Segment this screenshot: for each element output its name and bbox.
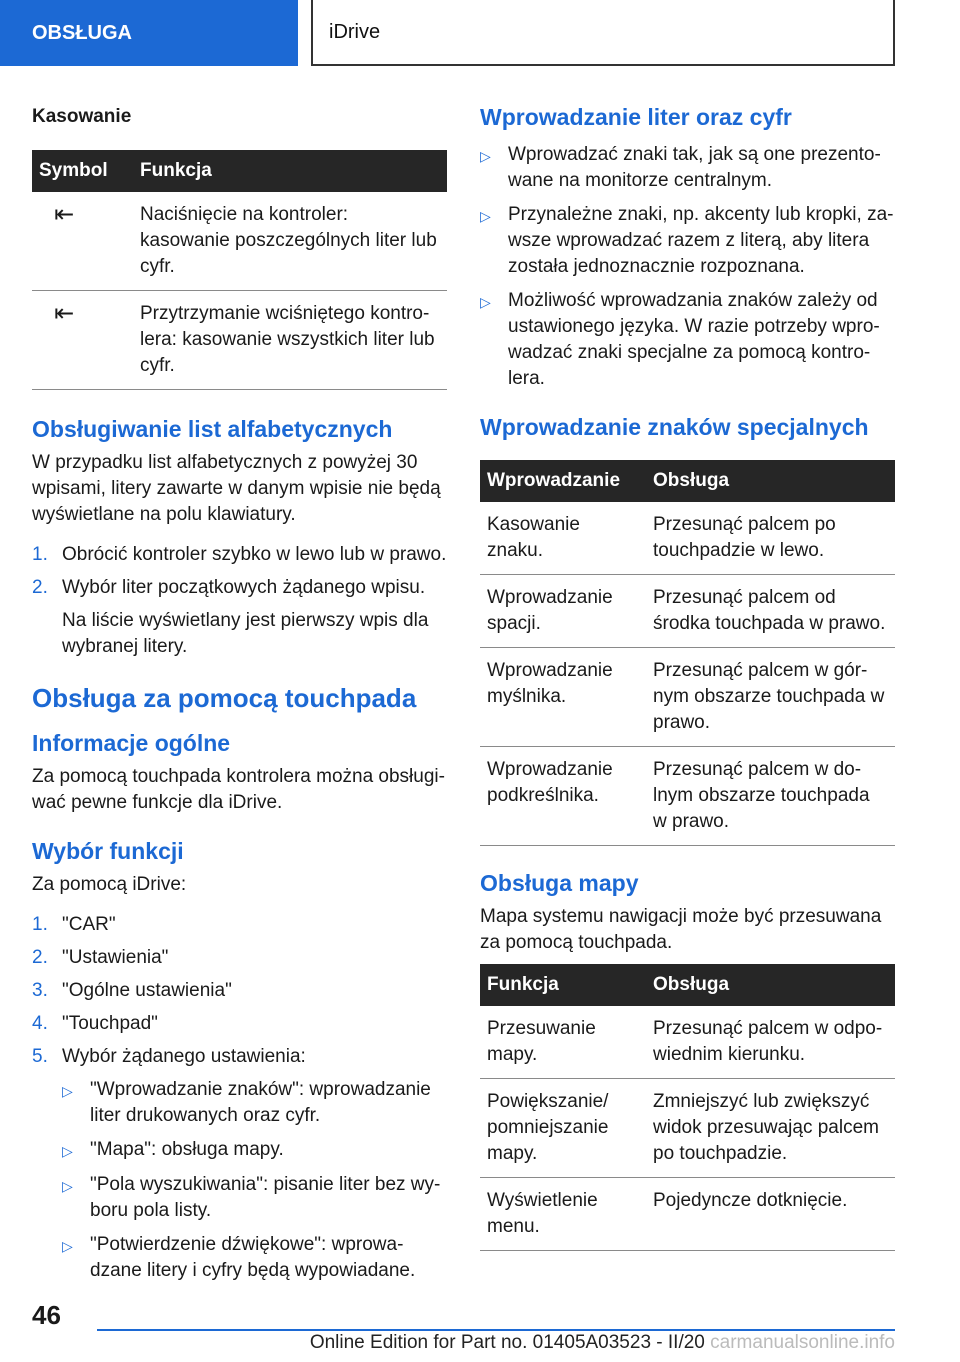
table-header-row xyxy=(480,460,895,502)
table-row xyxy=(32,192,447,291)
step-text: "Ustawienia" xyxy=(62,947,169,968)
kasowanie-label: Kasowanie xyxy=(32,106,132,127)
step-text: Wybór liter początkowych żądanego wpisu. xyxy=(62,577,426,598)
section-title: OBSŁUGA xyxy=(32,21,132,44)
triangle-bullet-icon: ▷ xyxy=(62,1143,73,1159)
table-cell: Przesuwanie mapy. xyxy=(480,1006,646,1079)
step-text: Obrócić kontroler szybko w lewo lub w prawo. xyxy=(62,544,447,565)
general-info-text: Za pomocą touchpada kontrolera można obsługiwać pewne funkcje dla iDrive. xyxy=(32,766,445,813)
table-cell: Kasowanie znaku. xyxy=(480,502,646,575)
map-table xyxy=(480,964,895,1251)
table-header-row xyxy=(32,150,447,192)
table-cell: Przesunąć palcem w odpowiednim kierunku. xyxy=(646,1006,895,1079)
list-item xyxy=(62,1232,447,1284)
input-heading: Wprowadzanie liter oraz cyfr xyxy=(480,104,792,130)
map-text: Mapa systemu nawigacji może być przesuwana za pomocą touchpada. xyxy=(480,906,882,953)
select-function-text: Za pomocą iDrive: xyxy=(32,874,187,895)
table-cell: Wyświetlenie menu. xyxy=(480,1178,646,1251)
table-header: Wprowadzanie xyxy=(480,460,646,502)
step-text: Wybór żądanego ustawienia: xyxy=(62,1046,306,1067)
table-row xyxy=(480,747,895,846)
table-cell: Wprowadzanie spacji. xyxy=(480,575,646,648)
backspace-icon: ⇤ xyxy=(32,192,133,291)
step-number: 5. xyxy=(32,1046,48,1067)
table-header-row xyxy=(480,964,895,1006)
table-cell: Przesunąć palcem w dolnym obszarze touchpada w prawo. xyxy=(646,747,895,846)
table-header: Funkcja xyxy=(133,150,447,192)
table-row xyxy=(480,1079,895,1178)
list-item xyxy=(32,1044,447,1070)
footer-divider xyxy=(97,1329,895,1331)
bullet-text: "Mapa": obsługa mapy. xyxy=(90,1139,284,1160)
alpha-steps xyxy=(32,542,447,601)
step-number: 1. xyxy=(32,544,48,565)
select-steps xyxy=(32,912,447,1070)
triangle-bullet-icon: ▷ xyxy=(480,294,491,310)
alpha-lists-text: W przypadku list alfabetycznych z powyżej 30 wpisami, litery zawarte w danym wpisie nie będą wyświetlane na polu klawiatury. xyxy=(32,452,441,525)
triangle-bullet-icon: ▷ xyxy=(62,1083,73,1099)
section-tab xyxy=(0,0,298,66)
chapter-title: iDrive xyxy=(329,20,381,43)
table-cell: Powiększanie/ pomniejszanie mapy. xyxy=(480,1079,646,1178)
table-row xyxy=(480,502,895,575)
table-row xyxy=(480,575,895,648)
watermark-text: carmanualsonline.info xyxy=(710,1332,895,1353)
table-cell: Zmniejszyć lub zwiększyć widok przesuwając palcem po touchpadzie. xyxy=(646,1079,895,1178)
left-column xyxy=(32,96,447,1292)
list-item xyxy=(32,912,447,938)
table-header: Obsługa xyxy=(646,964,895,1006)
map-heading: Obsługa mapy xyxy=(480,870,639,896)
step-text: "CAR" xyxy=(62,914,116,935)
table-cell: Przesunąć palcem od środka touchpada w prawo. xyxy=(646,575,895,648)
table-row xyxy=(480,1178,895,1251)
select-function-heading: Wybór funkcji xyxy=(32,838,184,864)
page-number: 46 xyxy=(32,1300,61,1330)
table-header: Obsługa xyxy=(646,460,895,502)
triangle-bullet-icon: ▷ xyxy=(62,1238,73,1254)
bullet-text: Przynależne znaki, np. akcenty lub kropki, zawsze wprowadzać razem z literą, aby litera została jednoznacznie rozpoznana. xyxy=(508,204,894,277)
alpha-note: Na liście wyświetlany jest pierwszy wpis dla wybranej litery. xyxy=(62,610,429,657)
bullet-text: "Wprowadzanie znaków": wprowadzanie liter drukowanych oraz cyfr. xyxy=(90,1079,431,1126)
table-cell: Wprowadzanie podkreślnika. xyxy=(480,747,646,846)
step-text: "Touchpad" xyxy=(62,1013,158,1034)
table-cell: Naciśnięcie na kontroler: kasowanie poszczególnych liter lub cyfr. xyxy=(133,192,447,291)
list-item xyxy=(32,945,447,971)
table-cell: Wprowadzanie myślnika. xyxy=(480,648,646,747)
footer-edition xyxy=(310,1332,895,1354)
bullet-text: Możliwość wprowadzania znaków zależy od ustawionego języka. W razie potrzeby wprowadzać znaki specjalne za pomocą kontrolera. xyxy=(508,290,880,389)
list-item xyxy=(480,142,895,194)
triangle-bullet-icon: ▷ xyxy=(480,208,491,224)
list-item xyxy=(480,202,895,280)
edition-text: Online Edition for Part no. 01405A03523 - II/20 xyxy=(309,1332,705,1353)
table-header: Funkcja xyxy=(480,964,646,1006)
table-row xyxy=(480,1006,895,1079)
bullet-text: "Potwierdzenie dźwiękowe": wprowadzane litery i cyfry będą wypowiadane. xyxy=(90,1234,416,1281)
list-item xyxy=(62,1172,447,1224)
step-number: 2. xyxy=(32,577,48,598)
bullet-text: Wprowadzać znaki tak, jak są one prezentowane na monitorze centralnym. xyxy=(508,144,881,191)
step-number: 1. xyxy=(32,914,48,935)
list-item xyxy=(62,1077,447,1129)
list-item xyxy=(480,288,895,392)
list-item xyxy=(32,575,447,601)
special-chars-table xyxy=(480,460,895,846)
table-cell: Przytrzymanie wciśniętego kontrolera: kasowanie wszystkich liter lub cyfr. xyxy=(133,291,447,390)
list-item xyxy=(62,1137,447,1164)
symbol-table xyxy=(32,150,447,390)
backspace-icon: ⇤ xyxy=(32,291,133,390)
general-info-heading: Informacje ogólne xyxy=(32,730,231,756)
table-row xyxy=(480,648,895,747)
table-cell: Przesunąć palcem w górnym obszarze touchpada w prawo. xyxy=(646,648,895,747)
step-number: 2. xyxy=(32,947,48,968)
list-item xyxy=(32,542,447,568)
touchpad-heading: Obsługa za pomocą touchpada xyxy=(32,683,417,713)
table-cell: Przesunąć palcem po touchpadzie w lewo. xyxy=(646,502,895,575)
alpha-lists-heading: Obsługiwanie list alfabetycznych xyxy=(32,416,393,442)
right-column xyxy=(480,96,895,1251)
triangle-bullet-icon: ▷ xyxy=(62,1178,73,1194)
step-number: 4. xyxy=(32,1013,48,1034)
table-header: Symbol xyxy=(32,150,133,192)
step-number: 3. xyxy=(32,980,48,1001)
table-row xyxy=(32,291,447,390)
table-cell: Pojedyncze dotknięcie. xyxy=(646,1178,895,1251)
special-chars-heading: Wprowadzanie znaków specjalnych xyxy=(480,414,869,440)
list-item xyxy=(32,978,447,1004)
bullet-text: "Pola wyszukiwania": pisanie liter bez wyboru pola listy. xyxy=(90,1174,441,1221)
input-bullets xyxy=(480,142,895,392)
settings-sublist xyxy=(62,1077,447,1284)
step-text: "Ogólne ustawienia" xyxy=(62,980,232,1001)
chapter-tab xyxy=(311,0,895,66)
list-item xyxy=(32,1011,447,1037)
triangle-bullet-icon: ▷ xyxy=(480,148,491,164)
